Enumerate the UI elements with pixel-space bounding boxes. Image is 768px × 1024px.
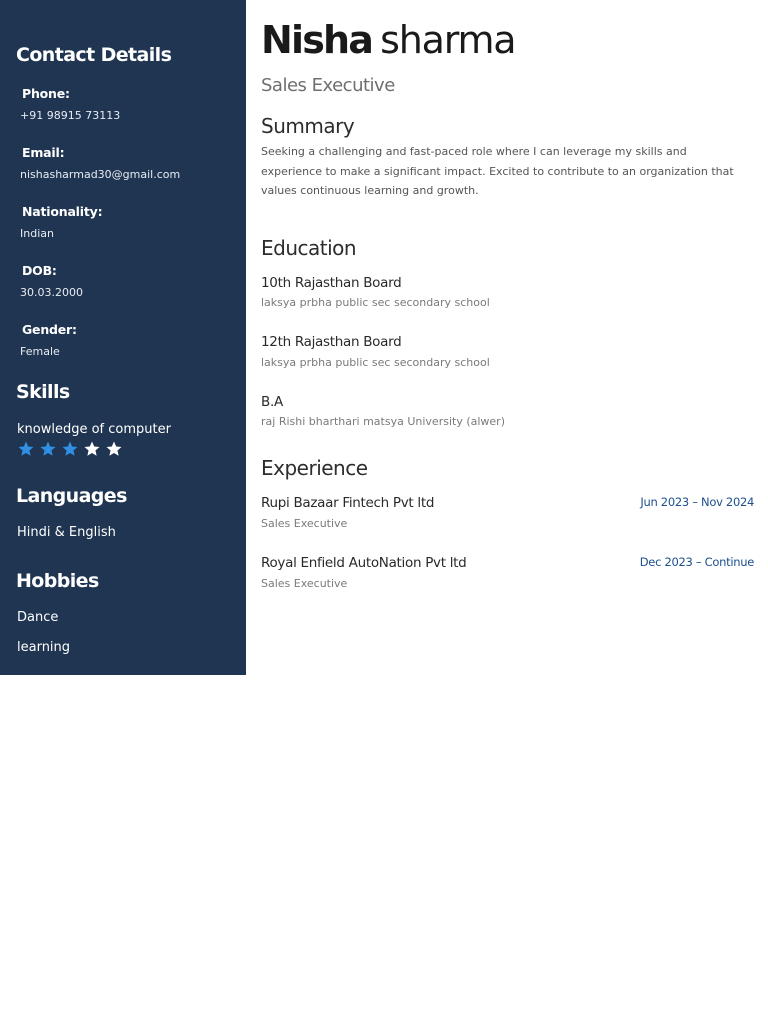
star-empty-icon: [105, 440, 123, 458]
star-filled-icon: [17, 440, 35, 458]
phone-label: Phone:: [22, 86, 70, 101]
skills-heading: Skills: [16, 381, 70, 403]
languages-heading: Languages: [16, 485, 127, 507]
nationality-value: Indian: [20, 227, 54, 240]
star-filled-icon: [39, 440, 57, 458]
star-empty-icon: [83, 440, 101, 458]
summary-heading: Summary: [261, 114, 355, 138]
education-institution: laksya prbha public sec secondary school: [261, 296, 490, 309]
hobby-item: learning: [17, 640, 71, 655]
sidebar: [0, 0, 246, 675]
last-name: sharma: [380, 18, 516, 62]
languages-value: Hindi & English: [17, 525, 116, 540]
experience-role: Sales Executive: [261, 517, 348, 530]
experience-dates: Jun 2023 – Nov 2024: [640, 495, 754, 509]
education-heading: Education: [261, 236, 357, 260]
job-title: Sales Executive: [261, 75, 395, 96]
hobby-item: Dance: [17, 610, 59, 625]
contact-details-heading: Contact Details: [16, 44, 172, 66]
gender-label: Gender:: [22, 322, 77, 337]
experience-company: Royal Enfield AutoNation Pvt ltd: [261, 555, 467, 571]
education-institution: laksya prbha public sec secondary school: [261, 356, 490, 369]
gender-value: Female: [20, 345, 60, 358]
experience-heading: Experience: [261, 456, 368, 480]
hobbies-heading: Hobbies: [16, 570, 99, 592]
email-value: nishasharmad30@gmail.com: [20, 168, 181, 181]
nationality-label: Nationality:: [22, 204, 103, 219]
candidate-name: [261, 18, 515, 62]
education-title: 10th Rajasthan Board: [261, 275, 402, 291]
education-title: 12th Rajasthan Board: [261, 334, 402, 350]
email-label: Email:: [22, 145, 65, 160]
phone-value: +91 98915 73113: [20, 109, 121, 122]
skill-rating: [17, 440, 123, 458]
dob-value: 30.03.2000: [20, 286, 83, 299]
dob-label: DOB:: [22, 263, 57, 278]
experience-company: Rupi Bazaar Fintech Pvt ltd: [261, 495, 435, 511]
education-title: B.A: [261, 394, 283, 410]
star-filled-icon: [61, 440, 79, 458]
experience-dates: Dec 2023 – Continue: [639, 555, 754, 569]
education-institution: raj Rishi bharthari matsya University (alwer): [261, 415, 505, 428]
experience-role: Sales Executive: [261, 577, 348, 590]
first-name: Nisha: [261, 18, 373, 62]
summary-text: Seeking a challenging and fast-paced role where I can leverage my skills and experience to make a significant impact. Excited to contribute to an organization that values continuous learning and growth.: [261, 145, 734, 197]
skill-name: knowledge of computer: [17, 422, 171, 437]
